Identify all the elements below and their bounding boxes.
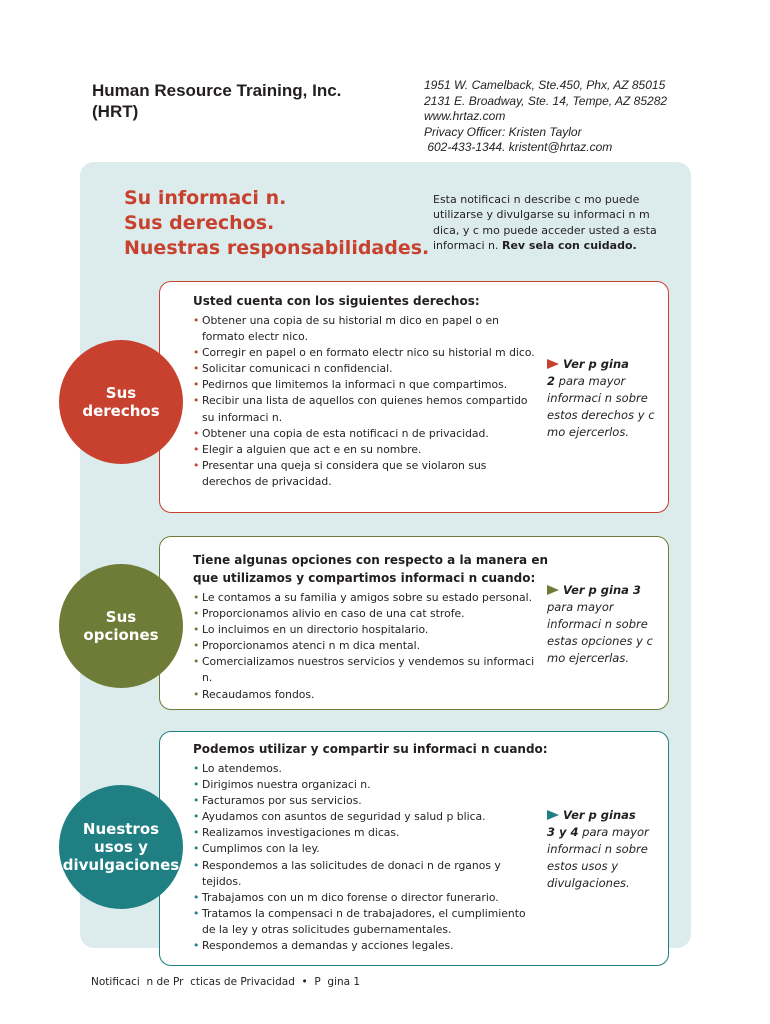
rights-list xyxy=(193,313,538,490)
see-page-number: 2 xyxy=(547,374,556,388)
list-item: • Realizamos investigaciones m dicas. xyxy=(193,825,538,841)
privacy-officer: Privacy Officer: Kristen Taylor xyxy=(424,124,582,139)
rights-heading: Usted cuenta con los siguientes derechos: xyxy=(193,294,480,308)
list-item: • Dirigimos nuestra organizaci n. xyxy=(193,777,538,793)
see-description: para mayor informaci n sobre estos usos y divulgaciones. xyxy=(547,825,649,890)
circle-label: divulgaciones xyxy=(62,856,180,874)
choices-circle xyxy=(59,564,183,688)
list-item: • Proporcionamos atenci n m dica mental. xyxy=(193,638,538,654)
see-label: Ver p gina 3 xyxy=(563,583,641,597)
list-item: • Facturamos por sus servicios. xyxy=(193,793,538,809)
arrow-right-icon xyxy=(547,585,559,595)
uses-circle xyxy=(59,785,183,909)
website-link[interactable]: www.hrtaz.com xyxy=(424,109,506,123)
list-item: • Pedirnos que limitemos la informaci n que compartimos. xyxy=(193,377,538,393)
list-item: • Obtener una copia de esta notificaci n de privacidad. xyxy=(193,426,538,442)
intro-text xyxy=(433,192,678,253)
arrow-right-icon xyxy=(547,359,559,369)
arrow-right-icon xyxy=(547,810,559,820)
page-footer: Notificaci n de Pr cticas de Privacidad • P gina 1 xyxy=(91,976,361,988)
circle-label: Nuestros xyxy=(82,820,160,838)
title-line3: Nuestras responsabilidades. xyxy=(124,237,430,259)
phone-email[interactable]: 602-433-1344. kristent@hrtaz.com xyxy=(424,140,613,154)
list-item: • Proporcionamos alivio en caso de una cat strofe. xyxy=(193,606,538,622)
list-item: • Solicitar comunicaci n confidencial. xyxy=(193,361,538,377)
circle-label: Sus xyxy=(105,384,137,402)
choices-list xyxy=(193,590,538,703)
org-name-line1: Human Resource Training, Inc. xyxy=(92,81,342,100)
list-item: • Respondemos a demandas y acciones legales. xyxy=(193,938,538,954)
page-title xyxy=(124,186,429,261)
list-item: • Comercializamos nuestros servicios y vendemos su informaci n. xyxy=(193,654,538,686)
see-description: para mayor informaci n sobre estas opciones y c mo ejercerlas. xyxy=(547,600,653,665)
contact-block xyxy=(424,78,667,156)
circle-label: Sus xyxy=(105,608,137,626)
list-item: • Elegir a alguien que act e en su nombre. xyxy=(193,442,538,458)
list-item: • Lo incluimos en un directorio hospitalario. xyxy=(193,622,538,638)
org-name-line2: (HRT) xyxy=(92,102,139,121)
see-label: Ver p ginas xyxy=(563,808,636,822)
circle-label: usos y xyxy=(94,838,148,856)
address-line: 1951 W. Camelback, Ste.450, Phx, AZ 85015 xyxy=(424,78,666,92)
intro-emphasis: Rev sela con cuidado. xyxy=(501,238,637,252)
see-page-reference[interactable] xyxy=(547,356,662,441)
uses-box xyxy=(159,731,669,966)
title-line2: Sus derechos. xyxy=(124,212,275,234)
list-item: • Trabajamos con un m dico forense o director funerario. xyxy=(193,890,538,906)
choices-heading: Tiene algunas opciones con respecto a la manera en que utilizamos y compartimos informaci n cuando: xyxy=(193,553,549,585)
uses-list xyxy=(193,761,538,954)
list-item: • Obtener una copia de su historial m dico en papel o en formato electr nico. xyxy=(193,313,538,345)
organization-name xyxy=(92,80,341,122)
list-item: • Le contamos a su familia y amigos sobre su estado personal. xyxy=(193,590,538,606)
title-line1: Su informaci n. xyxy=(124,187,287,209)
list-item: • Presentar una queja si considera que se violaron sus derechos de privacidad. xyxy=(193,458,538,490)
rights-box xyxy=(159,281,669,513)
list-item: • Recibir una lista de aquellos con quienes hemos compartido su informaci n. xyxy=(193,393,538,425)
list-item: • Tratamos la compensaci n de trabajadores, el cumplimiento de la ley y otras solicitudes gubernamentales. xyxy=(193,906,538,938)
see-description: para mayor informaci n sobre estos derechos y c mo ejercerlos. xyxy=(547,374,655,439)
list-item: • Recaudamos fondos. xyxy=(193,687,538,703)
see-page-reference[interactable] xyxy=(547,582,662,667)
intro-body: Esta notificaci n describe c mo puede utilizarse y divulgarse su informaci n m dica, y c mo puede acceder usted a esta informaci n. xyxy=(433,193,657,252)
see-page-number: 3 y 4 xyxy=(547,825,579,839)
circle-label: derechos xyxy=(82,402,160,420)
list-item: • Cumplimos con la ley. xyxy=(193,841,538,857)
uses-heading: Podemos utilizar y compartir su informaci n cuando: xyxy=(193,742,548,756)
circle-label: opciones xyxy=(83,626,159,644)
address-line: 2131 E. Broadway, Ste. 14, Tempe, AZ 85282 xyxy=(424,93,668,108)
list-item: • Corregir en papel o en formato electr nico su historial m dico. xyxy=(193,345,538,361)
see-page-reference[interactable] xyxy=(547,807,662,892)
list-item: • Ayudamos con asuntos de seguridad y salud p blica. xyxy=(193,809,538,825)
list-item: • Lo atendemos. xyxy=(193,761,538,777)
rights-circle xyxy=(59,340,183,464)
list-item: • Respondemos a las solicitudes de donaci n de rganos y tejidos. xyxy=(193,858,538,890)
choices-box xyxy=(159,536,669,710)
see-label: Ver p gina xyxy=(563,357,629,371)
